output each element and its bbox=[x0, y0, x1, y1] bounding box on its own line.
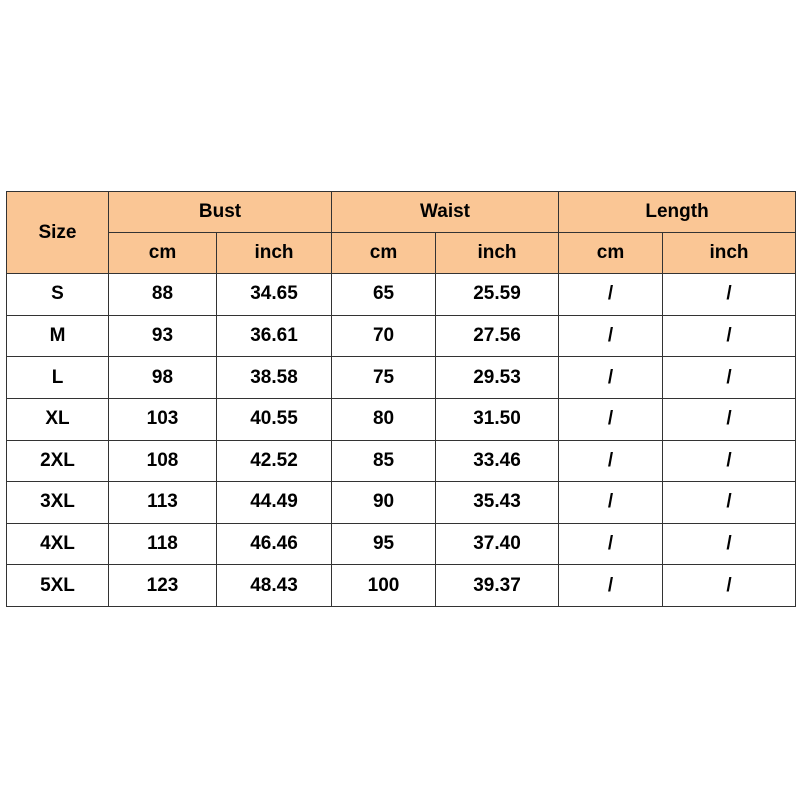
table-row bbox=[7, 315, 796, 357]
waist-header: Waist bbox=[332, 192, 559, 233]
bust-cm-cell: 118 bbox=[109, 523, 217, 565]
waist-inch-cell: 29.53 bbox=[436, 357, 559, 399]
waist-inch-cell: 31.50 bbox=[436, 398, 559, 440]
length-cm-cell: / bbox=[559, 398, 663, 440]
bust-inch-cell: 42.52 bbox=[217, 440, 332, 482]
size-cell: 3XL bbox=[7, 482, 109, 524]
waist-cm-cell: 70 bbox=[332, 315, 436, 357]
bust-inch-cell: 36.61 bbox=[217, 315, 332, 357]
table-header bbox=[7, 192, 796, 274]
table-row bbox=[7, 440, 796, 482]
bust-inch-cell: 48.43 bbox=[217, 565, 332, 607]
length-cm-cell: / bbox=[559, 565, 663, 607]
length-cm-cell: / bbox=[559, 357, 663, 399]
waist-inch-cell: 33.46 bbox=[436, 440, 559, 482]
header-row-groups bbox=[7, 192, 796, 233]
bust-header: Bust bbox=[109, 192, 332, 233]
length-inch-cell: / bbox=[663, 315, 796, 357]
size-cell: 2XL bbox=[7, 440, 109, 482]
bust-cm-cell: 123 bbox=[109, 565, 217, 607]
length-cm-cell: / bbox=[559, 274, 663, 316]
waist-cm-cell: 100 bbox=[332, 565, 436, 607]
bust-cm-cell: 108 bbox=[109, 440, 217, 482]
size-cell: XL bbox=[7, 398, 109, 440]
bust-cm-cell: 103 bbox=[109, 398, 217, 440]
table-row bbox=[7, 523, 796, 565]
size-header: Size bbox=[7, 192, 109, 274]
bust-inch-cell: 40.55 bbox=[217, 398, 332, 440]
table-row bbox=[7, 274, 796, 316]
length-cm-cell: / bbox=[559, 482, 663, 524]
length-inch-cell: / bbox=[663, 357, 796, 399]
size-chart-container bbox=[6, 191, 795, 607]
waist-cm-cell: 85 bbox=[332, 440, 436, 482]
length-cm-header: cm bbox=[559, 233, 663, 274]
waist-cm-cell: 65 bbox=[332, 274, 436, 316]
length-inch-cell: / bbox=[663, 565, 796, 607]
size-cell: 4XL bbox=[7, 523, 109, 565]
bust-inch-cell: 46.46 bbox=[217, 523, 332, 565]
table-body bbox=[7, 274, 796, 607]
length-cm-cell: / bbox=[559, 523, 663, 565]
length-inch-header: inch bbox=[663, 233, 796, 274]
size-cell: M bbox=[7, 315, 109, 357]
bust-inch-cell: 34.65 bbox=[217, 274, 332, 316]
bust-inch-header: inch bbox=[217, 233, 332, 274]
bust-cm-cell: 93 bbox=[109, 315, 217, 357]
length-inch-cell: / bbox=[663, 398, 796, 440]
bust-inch-cell: 44.49 bbox=[217, 482, 332, 524]
bust-cm-cell: 113 bbox=[109, 482, 217, 524]
length-cm-cell: / bbox=[559, 440, 663, 482]
bust-cm-cell: 88 bbox=[109, 274, 217, 316]
waist-inch-cell: 39.37 bbox=[436, 565, 559, 607]
table-row bbox=[7, 565, 796, 607]
waist-cm-header: cm bbox=[332, 233, 436, 274]
size-cell: S bbox=[7, 274, 109, 316]
waist-inch-cell: 25.59 bbox=[436, 274, 559, 316]
waist-inch-cell: 27.56 bbox=[436, 315, 559, 357]
waist-cm-cell: 95 bbox=[332, 523, 436, 565]
length-cm-cell: / bbox=[559, 315, 663, 357]
length-inch-cell: / bbox=[663, 274, 796, 316]
waist-cm-cell: 90 bbox=[332, 482, 436, 524]
length-inch-cell: / bbox=[663, 523, 796, 565]
size-chart-table bbox=[6, 191, 796, 607]
length-inch-cell: / bbox=[663, 440, 796, 482]
waist-cm-cell: 75 bbox=[332, 357, 436, 399]
size-cell: 5XL bbox=[7, 565, 109, 607]
bust-inch-cell: 38.58 bbox=[217, 357, 332, 399]
waist-cm-cell: 80 bbox=[332, 398, 436, 440]
length-inch-cell: / bbox=[663, 482, 796, 524]
bust-cm-header: cm bbox=[109, 233, 217, 274]
length-header: Length bbox=[559, 192, 796, 233]
table-row bbox=[7, 398, 796, 440]
size-cell: L bbox=[7, 357, 109, 399]
header-row-units bbox=[7, 233, 796, 274]
waist-inch-header: inch bbox=[436, 233, 559, 274]
waist-inch-cell: 37.40 bbox=[436, 523, 559, 565]
table-row bbox=[7, 357, 796, 399]
bust-cm-cell: 98 bbox=[109, 357, 217, 399]
waist-inch-cell: 35.43 bbox=[436, 482, 559, 524]
table-row bbox=[7, 482, 796, 524]
